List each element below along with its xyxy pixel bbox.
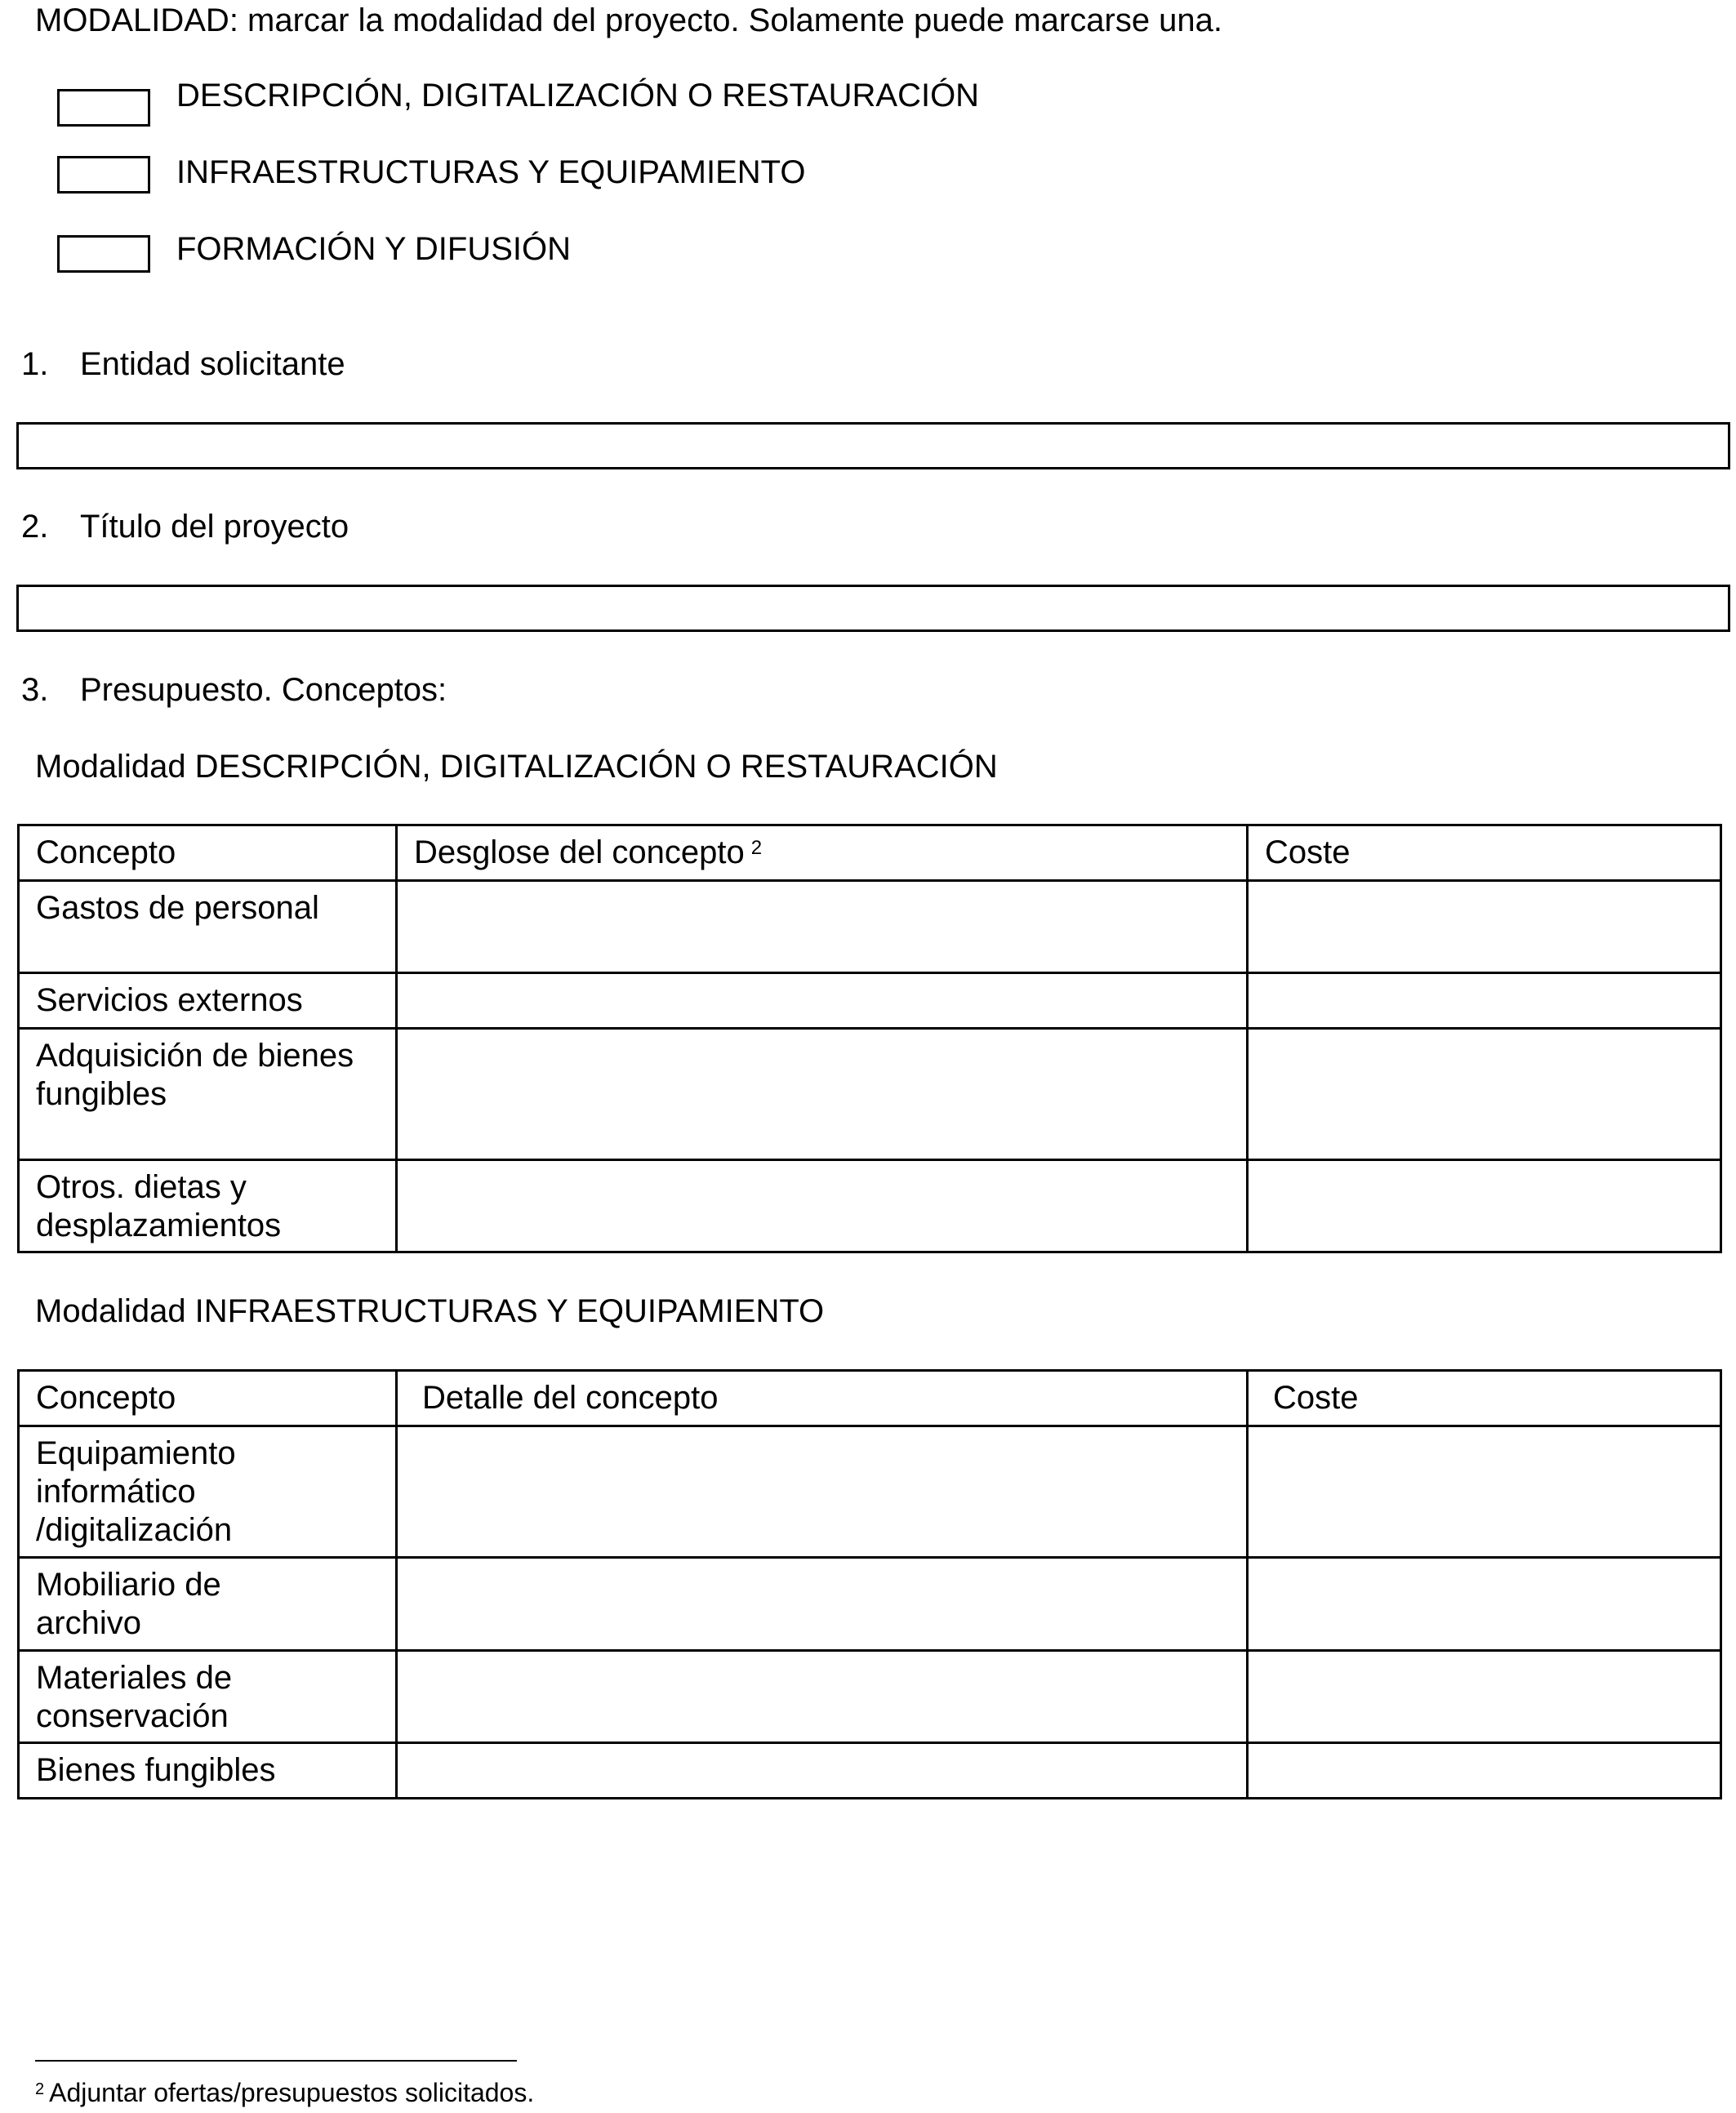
concept-cell — [19, 1651, 397, 1743]
concept-line: Gastos de personal — [36, 890, 319, 926]
concept-line: desplazamientos — [36, 1208, 282, 1243]
coste-input-cell[interactable] — [1248, 1651, 1721, 1743]
detalle-input-cell[interactable] — [397, 1651, 1248, 1743]
concept-line: archivo — [36, 1605, 141, 1641]
concept-line: Mobiliario de — [36, 1567, 221, 1603]
coste-input-cell[interactable] — [1248, 1743, 1721, 1799]
concept-cell — [19, 1160, 397, 1252]
concept-line: Materiales de — [36, 1660, 233, 1696]
concept-cell — [19, 1029, 397, 1160]
detalle-input-cell[interactable] — [397, 1426, 1248, 1558]
desglose-input-cell[interactable] — [397, 881, 1248, 973]
header-coste: Coste — [1248, 825, 1721, 881]
detalle-input-cell[interactable] — [397, 1558, 1248, 1651]
table-row — [19, 1743, 1721, 1799]
entidad-solicitante-field[interactable] — [16, 422, 1730, 469]
coste-input-cell[interactable] — [1248, 1426, 1721, 1558]
section-label-titulo: Título del proyecto — [80, 509, 349, 545]
concept-line: Adquisición de bienes — [36, 1038, 354, 1074]
footnote-ref: 2 — [750, 837, 763, 859]
coste-input-cell[interactable] — [1248, 1160, 1721, 1252]
table-row — [19, 881, 1721, 973]
footnote-number: 2 — [35, 2080, 45, 2098]
header-detalle: Detalle del concepto — [397, 1371, 1248, 1426]
modalidad-instruction: MODALIDAD: marcar la modalidad del proyecto. Solamente puede marcarse una. — [35, 2, 1223, 38]
footnote-text: Adjuntar ofertas/presupuestos solicitados. — [49, 2078, 535, 2107]
table1-caption: Modalidad DESCRIPCIÓN, DIGITALIZACIÓN O RESTAURACIÓN — [35, 749, 998, 785]
table-header-row — [19, 1371, 1721, 1426]
section-number-2: 2. — [21, 509, 49, 545]
desglose-input-cell[interactable] — [397, 973, 1248, 1029]
concept-line: informático — [36, 1474, 196, 1510]
header-desglose — [397, 825, 1248, 881]
table-row — [19, 973, 1721, 1029]
budget-table-infraestructuras — [17, 1369, 1722, 1799]
section-label-entidad: Entidad solicitante — [80, 346, 345, 382]
section-number-3: 3. — [21, 672, 49, 708]
concept-cell — [19, 881, 397, 973]
concept-line: /digitalización — [36, 1512, 233, 1548]
table-row — [19, 1160, 1721, 1252]
coste-input-cell[interactable] — [1248, 1558, 1721, 1651]
checkbox-infraestructuras[interactable] — [57, 156, 150, 194]
concept-cell — [19, 1426, 397, 1558]
footnote-divider — [35, 2060, 517, 2062]
option-label-infraestructuras: INFRAESTRUCTURAS Y EQUIPAMIENTO — [176, 154, 806, 190]
concept-line: conservación — [36, 1698, 229, 1734]
header-coste: Coste — [1248, 1371, 1721, 1426]
table-row — [19, 1029, 1721, 1160]
detalle-input-cell[interactable] — [397, 1743, 1248, 1799]
table-header-row — [19, 825, 1721, 881]
coste-input-cell[interactable] — [1248, 1029, 1721, 1160]
concept-cell — [19, 973, 397, 1029]
desglose-input-cell[interactable] — [397, 1160, 1248, 1252]
concept-cell — [19, 1743, 397, 1799]
table-row — [19, 1426, 1721, 1558]
concept-line: Equipamiento — [36, 1435, 236, 1471]
desglose-input-cell[interactable] — [397, 1029, 1248, 1160]
concept-line: Otros. dietas y — [36, 1169, 247, 1205]
titulo-proyecto-field[interactable] — [16, 585, 1730, 632]
option-label-formacion: FORMACIÓN Y DIFUSIÓN — [176, 231, 572, 267]
checkbox-descripcion[interactable] — [57, 89, 150, 127]
header-desglose-label: Desglose del concepto — [414, 834, 745, 870]
table-row — [19, 1651, 1721, 1743]
table2-caption: Modalidad INFRAESTRUCTURAS Y EQUIPAMIENTO — [35, 1293, 825, 1329]
concept-line: Servicios externos — [36, 982, 303, 1018]
checkbox-formacion[interactable] — [57, 235, 150, 273]
concept-line: Bienes fungibles — [36, 1752, 276, 1788]
header-concepto: Concepto — [19, 1371, 397, 1426]
footnote — [35, 2077, 534, 2108]
section-number-1: 1. — [21, 346, 49, 382]
coste-input-cell[interactable] — [1248, 973, 1721, 1029]
concept-line: fungibles — [36, 1076, 167, 1112]
budget-table-descripcion — [17, 824, 1722, 1253]
concept-cell — [19, 1558, 397, 1651]
section-label-presupuesto: Presupuesto. Conceptos: — [80, 672, 447, 708]
coste-input-cell[interactable] — [1248, 881, 1721, 973]
table-row — [19, 1558, 1721, 1651]
option-label-descripcion: DESCRIPCIÓN, DIGITALIZACIÓN O RESTAURACIÓN — [176, 78, 980, 113]
header-concepto: Concepto — [19, 825, 397, 881]
